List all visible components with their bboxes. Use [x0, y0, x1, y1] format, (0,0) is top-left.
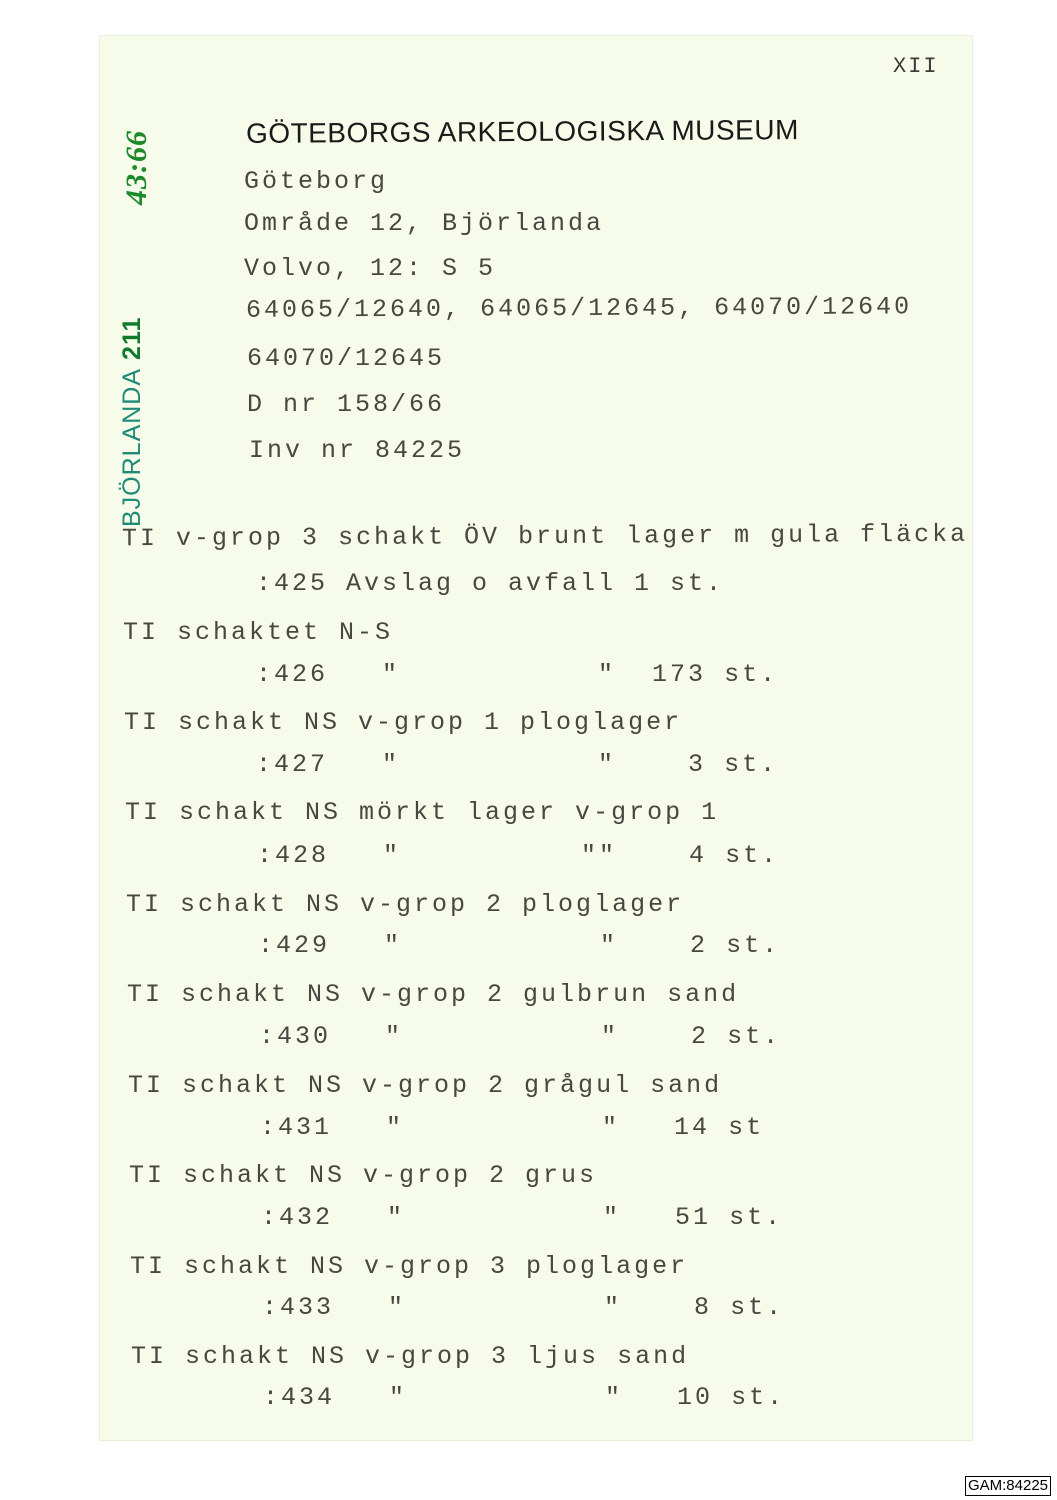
- entry-find-place: TI schakt NS v-grop 3 ploglager: [130, 1252, 689, 1281]
- entry-find-place: TI schakt NS mörkt lager v-grop 1: [125, 798, 720, 827]
- place-stamp: [118, 317, 147, 527]
- entry-find-place: TI schaktet N-S: [123, 618, 394, 647]
- catalog-code-label: GAM:84225: [965, 1476, 1051, 1496]
- entry-item: :433 " " 8 st.: [262, 1293, 785, 1322]
- header-line-inventory-number: Inv nr 84225: [249, 436, 466, 465]
- card-sheet-number: XII: [893, 54, 939, 79]
- museum-title: GÖTEBORGS ARKEOLOGISKA MUSEUM: [245, 114, 799, 149]
- handwritten-number: 43:66: [120, 130, 153, 205]
- header-line-diary-number: D nr 158/66: [247, 390, 446, 419]
- entry-find-place: TI schakt NS v-grop 2 gulbrun sand: [127, 980, 740, 1009]
- entry-item: :428 " "" 4 st.: [257, 841, 780, 870]
- entry-item: :430 " " 2 st.: [259, 1022, 782, 1051]
- stamp-place-name: BJÖRLANDA: [118, 367, 146, 527]
- entry-find-place: TI schakt NS v-grop 1 ploglager: [124, 708, 683, 737]
- entry-find-place: TI schakt NS v-grop 2 grus: [129, 1161, 598, 1190]
- entry-item: :432 " " 51 st.: [261, 1203, 784, 1232]
- stamp-number: 211: [118, 316, 146, 360]
- header-line-coordinates-1: 64065/12640, 64065/12645, 64070/12640: [245, 292, 913, 325]
- entry-item: :426 " " 173 st.: [256, 660, 779, 689]
- entry-item: :434 " " 10 st.: [263, 1383, 786, 1412]
- entry-item: :429 " " 2 st.: [258, 931, 781, 960]
- header-line-site: Volvo, 12: S 5: [244, 254, 497, 283]
- entry-find-place: TI schakt NS v-grop 2 grågul sand: [128, 1071, 723, 1100]
- entry-item: :427 " " 3 st.: [256, 750, 779, 779]
- header-line-area: Område 12, Björlanda: [244, 209, 605, 238]
- header-line-city: Göteborg: [244, 167, 389, 196]
- entry-item: :425 Avslag o avfall 1 st.: [256, 569, 725, 598]
- entry-find-place: TI schakt NS v-grop 2 ploglager: [126, 890, 685, 919]
- header-line-coordinates-2: 64070/12645: [247, 344, 446, 373]
- entry-find-place: TI v-grop 3 schakt ÖV brunt lager m gula fläcka: [121, 519, 969, 554]
- entry-item: :431 " " 14 st: [260, 1113, 765, 1142]
- entry-find-place: TI schakt NS v-grop 3 ljus sand: [131, 1342, 690, 1371]
